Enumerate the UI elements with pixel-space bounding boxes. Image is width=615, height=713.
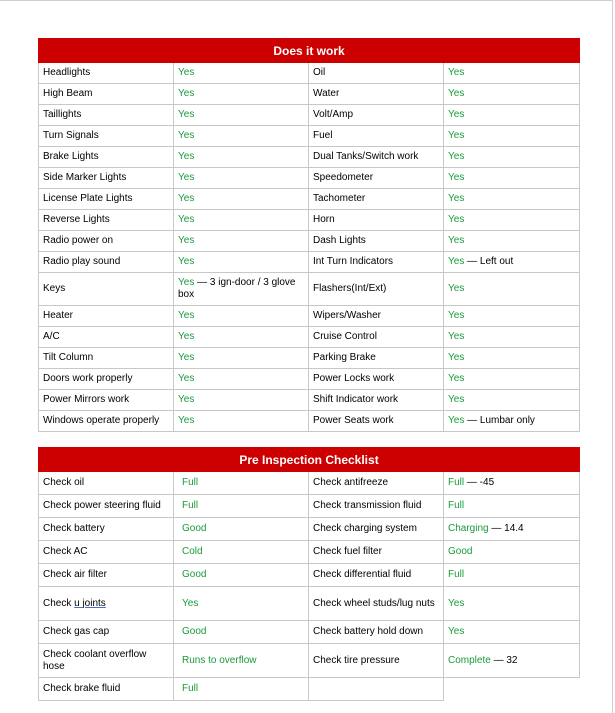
item-label: Check oil (39, 472, 174, 495)
item-value: Yes (174, 168, 309, 189)
item-label: Check power steering fluid (39, 495, 174, 518)
item-label: Side Marker Lights (39, 168, 174, 189)
table-row (39, 411, 580, 432)
item-label: Tilt Column (39, 348, 174, 369)
item-label: Check transmission fluid (309, 495, 444, 518)
item-value: Good (174, 621, 309, 644)
item-value: Yes (174, 587, 309, 621)
item-label: Check coolant overflow hose (39, 644, 174, 678)
item-label: Horn (309, 210, 444, 231)
table-row (39, 564, 580, 587)
item-value: Yes (444, 84, 580, 105)
item-value: Yes — Left out (444, 252, 580, 273)
item-label: Check antifreeze (309, 472, 444, 495)
item-label: Check tire pressure (309, 644, 444, 678)
table-row (39, 348, 580, 369)
does-it-work-header: Does it work (39, 39, 580, 63)
item-label: Check AC (39, 541, 174, 564)
item-value: Yes (174, 306, 309, 327)
item-value: Cold (174, 541, 309, 564)
item-label: Int Turn Indicators (309, 252, 444, 273)
table-row (39, 168, 580, 189)
item-label: Headlights (39, 63, 174, 84)
table-row (39, 84, 580, 105)
item-label: Dual Tanks/Switch work (309, 147, 444, 168)
item-label: Check charging system (309, 518, 444, 541)
item-label: Check air filter (39, 564, 174, 587)
item-value: Yes (444, 273, 580, 306)
item-label: Keys (39, 273, 174, 306)
item-label: Check u joints (39, 587, 174, 621)
table-row (39, 252, 580, 273)
table-row (39, 189, 580, 210)
item-value: Runs to overflow (174, 644, 309, 678)
item-label: Check wheel studs/lug nuts (309, 587, 444, 621)
item-value: Yes (174, 231, 309, 252)
item-value: Complete — 32 (444, 644, 580, 678)
item-label: Check gas cap (39, 621, 174, 644)
item-label: Fuel (309, 126, 444, 147)
item-label: High Beam (39, 84, 174, 105)
item-value: Yes (444, 621, 580, 644)
table-row (39, 306, 580, 327)
item-label: Check battery (39, 518, 174, 541)
table-row (39, 518, 580, 541)
table-row (39, 273, 580, 306)
item-value: Yes (444, 231, 580, 252)
table-row (39, 231, 580, 252)
item-value: Full (174, 472, 309, 495)
item-label: Radio play sound (39, 252, 174, 273)
item-value: Yes (444, 168, 580, 189)
table-row (39, 390, 580, 411)
item-value: Yes (174, 105, 309, 126)
item-value: Full (444, 564, 580, 587)
item-value: Yes (174, 252, 309, 273)
item-value: Yes (444, 105, 580, 126)
item-label: Check battery hold down (309, 621, 444, 644)
item-value: Yes (174, 84, 309, 105)
item-label: Flashers(Int/Ext) (309, 273, 444, 306)
table-row (39, 495, 580, 518)
item-value: Yes (174, 189, 309, 210)
item-value: Yes (174, 147, 309, 168)
item-label: Reverse Lights (39, 210, 174, 231)
pre-inspection-header: Pre Inspection Checklist (39, 448, 580, 472)
item-value: Yes (444, 306, 580, 327)
item-value: Yes (174, 63, 309, 84)
table-row (39, 327, 580, 348)
item-label: Taillights (39, 105, 174, 126)
table-row (39, 587, 580, 621)
empty-cell (309, 678, 444, 701)
item-value: Full (444, 495, 580, 518)
item-label: Speedometer (309, 168, 444, 189)
item-label: Cruise Control (309, 327, 444, 348)
spellcheck-underlined-text: u joints (74, 597, 106, 609)
item-value: Yes (444, 126, 580, 147)
item-value: Yes (174, 210, 309, 231)
item-label: Check fuel filter (309, 541, 444, 564)
item-value: Yes (444, 147, 580, 168)
item-value: Yes (174, 348, 309, 369)
table-row (39, 126, 580, 147)
item-value: Yes (174, 327, 309, 348)
item-label: Doors work properly (39, 369, 174, 390)
item-value: Yes (444, 348, 580, 369)
item-value: Good (174, 518, 309, 541)
pre-inspection-table (38, 447, 580, 701)
item-value: Yes (174, 390, 309, 411)
item-label: Power Mirrors work (39, 390, 174, 411)
item-value: Yes (174, 411, 309, 432)
does-it-work-table (38, 38, 580, 432)
item-label: Check differential fluid (309, 564, 444, 587)
item-value: Good (174, 564, 309, 587)
item-label: Tachometer (309, 189, 444, 210)
item-label: Shift Indicator work (309, 390, 444, 411)
item-label: Radio power on (39, 231, 174, 252)
item-value: Full — -45 (444, 472, 580, 495)
table-row (39, 621, 580, 644)
table-row (39, 678, 580, 701)
item-value: Good (444, 541, 580, 564)
item-label: Brake Lights (39, 147, 174, 168)
item-value: Yes — Lumbar only (444, 411, 580, 432)
item-label: Water (309, 84, 444, 105)
item-value: Yes (174, 126, 309, 147)
item-label: A/C (39, 327, 174, 348)
item-label: License Plate Lights (39, 189, 174, 210)
item-value: Yes — 3 ign-door / 3 glove box (174, 273, 309, 306)
item-label: Windows operate properly (39, 411, 174, 432)
item-label: Power Locks work (309, 369, 444, 390)
table-row (39, 541, 580, 564)
item-label: Heater (39, 306, 174, 327)
item-value: Charging — 14.4 (444, 518, 580, 541)
item-label: Parking Brake (309, 348, 444, 369)
item-label: Turn Signals (39, 126, 174, 147)
empty-cell (444, 678, 580, 701)
table-row (39, 147, 580, 168)
item-label: Oil (309, 63, 444, 84)
item-value: Yes (174, 369, 309, 390)
item-label: Volt/Amp (309, 105, 444, 126)
table-row (39, 472, 580, 495)
item-label: Wipers/Washer (309, 306, 444, 327)
item-value: Full (174, 495, 309, 518)
item-label: Dash Lights (309, 231, 444, 252)
table-row (39, 369, 580, 390)
item-value: Yes (444, 189, 580, 210)
item-value: Yes (444, 369, 580, 390)
item-label: Power Seats work (309, 411, 444, 432)
table-row (39, 210, 580, 231)
item-value: Yes (444, 390, 580, 411)
item-value: Yes (444, 210, 580, 231)
item-value: Yes (444, 327, 580, 348)
item-value: Yes (444, 63, 580, 84)
item-label: Check brake fluid (39, 678, 174, 701)
table-row (39, 644, 580, 678)
item-value: Full (174, 678, 309, 701)
table-row (39, 105, 580, 126)
table-row (39, 63, 580, 84)
item-value: Yes (444, 587, 580, 621)
